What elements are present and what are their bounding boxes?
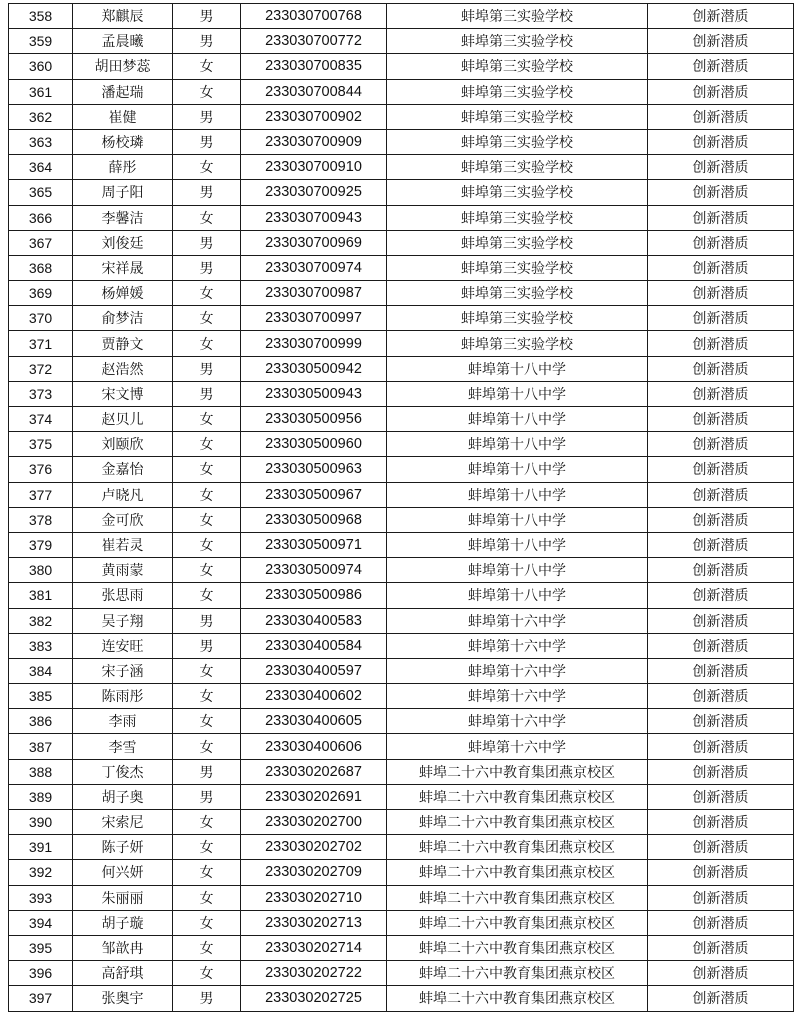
- table-row: [9, 961, 794, 986]
- cell-gender: 女: [173, 407, 241, 432]
- cell-category: 创新潜质: [648, 306, 794, 331]
- table-row: [9, 558, 794, 583]
- cell-school: 蚌埠第三实验学校: [387, 79, 648, 104]
- cell-seq-no: 363: [9, 129, 73, 154]
- cell-student-name: 张奥宇: [73, 986, 173, 1011]
- cell-student-id: 233030400606: [241, 734, 387, 759]
- cell-student-id: 233030202725: [241, 986, 387, 1011]
- cell-gender: 女: [173, 432, 241, 457]
- cell-student-id: 233030202691: [241, 784, 387, 809]
- cell-school: 蚌埠二十六中教育集团燕京校区: [387, 935, 648, 960]
- cell-school: 蚌埠第十八中学: [387, 407, 648, 432]
- cell-student-name: 俞梦洁: [73, 306, 173, 331]
- cell-gender: 女: [173, 155, 241, 180]
- cell-gender: 男: [173, 129, 241, 154]
- cell-category: 创新潜质: [648, 79, 794, 104]
- table-row: [9, 734, 794, 759]
- cell-category: 创新潜质: [648, 331, 794, 356]
- cell-student-id: 233030500956: [241, 407, 387, 432]
- cell-school: 蚌埠第十八中学: [387, 432, 648, 457]
- cell-seq-no: 366: [9, 205, 73, 230]
- cell-category: 创新潜质: [648, 709, 794, 734]
- cell-student-id: 233030202722: [241, 961, 387, 986]
- cell-gender: 男: [173, 104, 241, 129]
- cell-category: 创新潜质: [648, 558, 794, 583]
- cell-school: 蚌埠二十六中教育集团燕京校区: [387, 885, 648, 910]
- cell-category: 创新潜质: [648, 54, 794, 79]
- cell-school: 蚌埠第十八中学: [387, 558, 648, 583]
- cell-gender: 女: [173, 734, 241, 759]
- cell-student-id: 233030400584: [241, 633, 387, 658]
- cell-student-id: 233030700772: [241, 29, 387, 54]
- cell-gender: 女: [173, 306, 241, 331]
- table-row: [9, 633, 794, 658]
- cell-category: 创新潜质: [648, 986, 794, 1011]
- cell-student-name: 崔健: [73, 104, 173, 129]
- cell-student-name: 杨婵媛: [73, 281, 173, 306]
- cell-category: 创新潜质: [648, 4, 794, 29]
- table-row: [9, 810, 794, 835]
- cell-category: 创新潜质: [648, 507, 794, 532]
- cell-school: 蚌埠第十八中学: [387, 583, 648, 608]
- cell-category: 创新潜质: [648, 356, 794, 381]
- cell-gender: 男: [173, 784, 241, 809]
- table-row: [9, 935, 794, 960]
- cell-school: 蚌埠二十六中教育集团燕京校区: [387, 986, 648, 1011]
- cell-school: 蚌埠第三实验学校: [387, 104, 648, 129]
- cell-student-name: 邹歆冉: [73, 935, 173, 960]
- cell-student-id: 233030700909: [241, 129, 387, 154]
- cell-student-name: 连安旺: [73, 633, 173, 658]
- cell-seq-no: 392: [9, 860, 73, 885]
- cell-seq-no: 394: [9, 910, 73, 935]
- table-row: [9, 658, 794, 683]
- cell-school: 蚌埠第十六中学: [387, 734, 648, 759]
- table-row: [9, 230, 794, 255]
- cell-category: 创新潜质: [648, 910, 794, 935]
- table-row: [9, 784, 794, 809]
- table-row: [9, 79, 794, 104]
- cell-gender: 女: [173, 835, 241, 860]
- cell-gender: 女: [173, 961, 241, 986]
- cell-student-id: 233030700835: [241, 54, 387, 79]
- table-body: [9, 4, 794, 1012]
- table-row: [9, 709, 794, 734]
- cell-gender: 男: [173, 633, 241, 658]
- cell-school: 蚌埠第十八中学: [387, 457, 648, 482]
- cell-school: 蚌埠第三实验学校: [387, 331, 648, 356]
- cell-gender: 女: [173, 910, 241, 935]
- cell-student-name: 金可欣: [73, 507, 173, 532]
- cell-category: 创新潜质: [648, 532, 794, 557]
- cell-school: 蚌埠第三实验学校: [387, 205, 648, 230]
- cell-category: 创新潜质: [648, 29, 794, 54]
- table-row: [9, 835, 794, 860]
- cell-seq-no: 384: [9, 658, 73, 683]
- cell-seq-no: 382: [9, 608, 73, 633]
- cell-seq-no: 358: [9, 4, 73, 29]
- cell-category: 创新潜质: [648, 155, 794, 180]
- cell-gender: 女: [173, 684, 241, 709]
- cell-seq-no: 373: [9, 381, 73, 406]
- cell-school: 蚌埠第三实验学校: [387, 155, 648, 180]
- table-row: [9, 407, 794, 432]
- cell-seq-no: 389: [9, 784, 73, 809]
- cell-gender: 男: [173, 29, 241, 54]
- table-row: [9, 684, 794, 709]
- cell-category: 创新潜质: [648, 885, 794, 910]
- cell-gender: 女: [173, 79, 241, 104]
- cell-student-name: 崔若灵: [73, 532, 173, 557]
- cell-student-id: 233030700844: [241, 79, 387, 104]
- cell-school: 蚌埠第十六中学: [387, 709, 648, 734]
- cell-seq-no: 380: [9, 558, 73, 583]
- cell-student-name: 薛彤: [73, 155, 173, 180]
- cell-student-name: 金嘉怡: [73, 457, 173, 482]
- cell-school: 蚌埠第十八中学: [387, 381, 648, 406]
- table-row: [9, 986, 794, 1011]
- cell-gender: 男: [173, 180, 241, 205]
- table-row: [9, 885, 794, 910]
- cell-seq-no: 387: [9, 734, 73, 759]
- student-list-table: [8, 3, 794, 1012]
- cell-seq-no: 374: [9, 407, 73, 432]
- cell-student-name: 刘颐欣: [73, 432, 173, 457]
- cell-student-id: 233030202687: [241, 759, 387, 784]
- cell-category: 创新潜质: [648, 457, 794, 482]
- cell-student-id: 233030202714: [241, 935, 387, 960]
- cell-seq-no: 381: [9, 583, 73, 608]
- cell-seq-no: 362: [9, 104, 73, 129]
- cell-student-id: 233030700999: [241, 331, 387, 356]
- cell-category: 创新潜质: [648, 180, 794, 205]
- cell-seq-no: 376: [9, 457, 73, 482]
- table-row: [9, 129, 794, 154]
- cell-gender: 女: [173, 810, 241, 835]
- cell-student-id: 233030500971: [241, 532, 387, 557]
- table-row: [9, 205, 794, 230]
- cell-student-name: 丁俊杰: [73, 759, 173, 784]
- cell-school: 蚌埠二十六中教育集团燕京校区: [387, 810, 648, 835]
- cell-student-id: 233030700925: [241, 180, 387, 205]
- cell-gender: 男: [173, 255, 241, 280]
- cell-gender: 女: [173, 885, 241, 910]
- cell-student-id: 233030500974: [241, 558, 387, 583]
- table-row: [9, 180, 794, 205]
- cell-seq-no: 372: [9, 356, 73, 381]
- cell-seq-no: 379: [9, 532, 73, 557]
- cell-school: 蚌埠第十六中学: [387, 658, 648, 683]
- cell-category: 创新潜质: [648, 608, 794, 633]
- table-row: [9, 54, 794, 79]
- table-row: [9, 29, 794, 54]
- table-row: [9, 281, 794, 306]
- cell-seq-no: 396: [9, 961, 73, 986]
- cell-seq-no: 377: [9, 482, 73, 507]
- cell-gender: 男: [173, 381, 241, 406]
- cell-student-name: 郑麒辰: [73, 4, 173, 29]
- cell-category: 创新潜质: [648, 734, 794, 759]
- cell-school: 蚌埠第三实验学校: [387, 281, 648, 306]
- cell-student-id: 233030700902: [241, 104, 387, 129]
- cell-gender: 女: [173, 558, 241, 583]
- cell-category: 创新潜质: [648, 633, 794, 658]
- cell-school: 蚌埠二十六中教育集团燕京校区: [387, 835, 648, 860]
- table-row: [9, 608, 794, 633]
- cell-category: 创新潜质: [648, 810, 794, 835]
- cell-seq-no: 359: [9, 29, 73, 54]
- cell-school: 蚌埠第三实验学校: [387, 29, 648, 54]
- cell-student-name: 赵贝儿: [73, 407, 173, 432]
- cell-student-id: 233030400597: [241, 658, 387, 683]
- cell-gender: 男: [173, 608, 241, 633]
- cell-gender: 女: [173, 709, 241, 734]
- cell-student-id: 233030500968: [241, 507, 387, 532]
- table-row: [9, 457, 794, 482]
- cell-student-name: 张思雨: [73, 583, 173, 608]
- cell-gender: 女: [173, 482, 241, 507]
- table-row: [9, 356, 794, 381]
- cell-student-id: 233030500943: [241, 381, 387, 406]
- cell-student-name: 李雨: [73, 709, 173, 734]
- cell-category: 创新潜质: [648, 129, 794, 154]
- cell-seq-no: 397: [9, 986, 73, 1011]
- cell-student-id: 233030400583: [241, 608, 387, 633]
- table-row: [9, 482, 794, 507]
- cell-student-id: 233030500963: [241, 457, 387, 482]
- cell-category: 创新潜质: [648, 583, 794, 608]
- cell-student-name: 周子阳: [73, 180, 173, 205]
- cell-gender: 女: [173, 331, 241, 356]
- cell-student-id: 233030700768: [241, 4, 387, 29]
- cell-seq-no: 386: [9, 709, 73, 734]
- cell-school: 蚌埠第三实验学校: [387, 255, 648, 280]
- cell-gender: 女: [173, 658, 241, 683]
- table-row: [9, 331, 794, 356]
- cell-student-name: 陈雨彤: [73, 684, 173, 709]
- cell-student-id: 233030202713: [241, 910, 387, 935]
- table-row: [9, 910, 794, 935]
- cell-seq-no: 360: [9, 54, 73, 79]
- cell-seq-no: 364: [9, 155, 73, 180]
- cell-student-id: 233030700969: [241, 230, 387, 255]
- cell-student-id: 233030700943: [241, 205, 387, 230]
- cell-seq-no: 361: [9, 79, 73, 104]
- cell-category: 创新潜质: [648, 482, 794, 507]
- cell-student-name: 黄雨蒙: [73, 558, 173, 583]
- cell-seq-no: 378: [9, 507, 73, 532]
- cell-school: 蚌埠第三实验学校: [387, 180, 648, 205]
- cell-student-id: 233030700910: [241, 155, 387, 180]
- cell-student-id: 233030500960: [241, 432, 387, 457]
- cell-student-name: 胡田梦蕊: [73, 54, 173, 79]
- cell-student-name: 刘俊廷: [73, 230, 173, 255]
- cell-seq-no: 371: [9, 331, 73, 356]
- cell-student-name: 李馨洁: [73, 205, 173, 230]
- cell-student-id: 233030202700: [241, 810, 387, 835]
- cell-gender: 女: [173, 935, 241, 960]
- cell-category: 创新潜质: [648, 835, 794, 860]
- cell-school: 蚌埠第三实验学校: [387, 4, 648, 29]
- cell-school: 蚌埠二十六中教育集团燕京校区: [387, 910, 648, 935]
- cell-gender: 女: [173, 860, 241, 885]
- cell-seq-no: 370: [9, 306, 73, 331]
- cell-category: 创新潜质: [648, 205, 794, 230]
- cell-school: 蚌埠第三实验学校: [387, 54, 648, 79]
- cell-school: 蚌埠第十六中学: [387, 608, 648, 633]
- cell-student-name: 朱丽丽: [73, 885, 173, 910]
- table-row: [9, 4, 794, 29]
- cell-student-name: 吴子翔: [73, 608, 173, 633]
- cell-category: 创新潜质: [648, 407, 794, 432]
- cell-seq-no: 390: [9, 810, 73, 835]
- cell-student-id: 233030500967: [241, 482, 387, 507]
- cell-category: 创新潜质: [648, 684, 794, 709]
- cell-seq-no: 385: [9, 684, 73, 709]
- cell-category: 创新潜质: [648, 961, 794, 986]
- cell-student-name: 宋子涵: [73, 658, 173, 683]
- cell-category: 创新潜质: [648, 432, 794, 457]
- cell-category: 创新潜质: [648, 759, 794, 784]
- cell-school: 蚌埠第三实验学校: [387, 129, 648, 154]
- cell-student-id: 233030202702: [241, 835, 387, 860]
- cell-school: 蚌埠第十六中学: [387, 684, 648, 709]
- cell-gender: 女: [173, 281, 241, 306]
- cell-student-id: 233030500986: [241, 583, 387, 608]
- table-row: [9, 532, 794, 557]
- cell-student-name: 高舒琪: [73, 961, 173, 986]
- cell-student-name: 宋索尼: [73, 810, 173, 835]
- cell-category: 创新潜质: [648, 104, 794, 129]
- cell-seq-no: 368: [9, 255, 73, 280]
- cell-student-name: 潘起瑞: [73, 79, 173, 104]
- cell-seq-no: 393: [9, 885, 73, 910]
- cell-student-name: 李雪: [73, 734, 173, 759]
- cell-school: 蚌埠二十六中教育集团燕京校区: [387, 860, 648, 885]
- cell-gender: 男: [173, 356, 241, 381]
- cell-student-id: 233030700974: [241, 255, 387, 280]
- cell-student-name: 赵浩然: [73, 356, 173, 381]
- cell-category: 创新潜质: [648, 935, 794, 960]
- cell-category: 创新潜质: [648, 230, 794, 255]
- cell-student-name: 贾静文: [73, 331, 173, 356]
- cell-seq-no: 391: [9, 835, 73, 860]
- cell-student-name: 卢晓凡: [73, 482, 173, 507]
- cell-seq-no: 367: [9, 230, 73, 255]
- cell-student-name: 陈子妍: [73, 835, 173, 860]
- cell-student-id: 233030202710: [241, 885, 387, 910]
- table-row: [9, 306, 794, 331]
- cell-seq-no: 369: [9, 281, 73, 306]
- cell-student-id: 233030202709: [241, 860, 387, 885]
- cell-student-name: 杨校璘: [73, 129, 173, 154]
- cell-gender: 男: [173, 4, 241, 29]
- cell-school: 蚌埠第十八中学: [387, 356, 648, 381]
- cell-seq-no: 383: [9, 633, 73, 658]
- cell-seq-no: 388: [9, 759, 73, 784]
- cell-student-name: 宋祥晟: [73, 255, 173, 280]
- cell-gender: 女: [173, 532, 241, 557]
- cell-gender: 男: [173, 230, 241, 255]
- cell-category: 创新潜质: [648, 860, 794, 885]
- table-row: [9, 381, 794, 406]
- cell-gender: 女: [173, 507, 241, 532]
- cell-category: 创新潜质: [648, 255, 794, 280]
- cell-seq-no: 375: [9, 432, 73, 457]
- cell-gender: 男: [173, 759, 241, 784]
- cell-school: 蚌埠第十八中学: [387, 507, 648, 532]
- table-row: [9, 104, 794, 129]
- table-row: [9, 507, 794, 532]
- cell-school: 蚌埠第三实验学校: [387, 230, 648, 255]
- cell-student-id: 233030400605: [241, 709, 387, 734]
- table-row: [9, 255, 794, 280]
- cell-student-name: 胡子璇: [73, 910, 173, 935]
- cell-gender: 女: [173, 205, 241, 230]
- cell-student-name: 孟晨曦: [73, 29, 173, 54]
- cell-seq-no: 395: [9, 935, 73, 960]
- cell-school: 蚌埠第十八中学: [387, 482, 648, 507]
- cell-gender: 女: [173, 457, 241, 482]
- cell-student-id: 233030700987: [241, 281, 387, 306]
- table-row: [9, 759, 794, 784]
- table-row: [9, 432, 794, 457]
- cell-student-id: 233030500942: [241, 356, 387, 381]
- cell-school: 蚌埠第十六中学: [387, 633, 648, 658]
- cell-school: 蚌埠第三实验学校: [387, 306, 648, 331]
- table-row: [9, 155, 794, 180]
- cell-gender: 女: [173, 583, 241, 608]
- cell-school: 蚌埠第十八中学: [387, 532, 648, 557]
- cell-school: 蚌埠二十六中教育集团燕京校区: [387, 784, 648, 809]
- cell-gender: 男: [173, 986, 241, 1011]
- table-row: [9, 583, 794, 608]
- cell-student-id: 233030700997: [241, 306, 387, 331]
- cell-student-name: 何兴妍: [73, 860, 173, 885]
- cell-category: 创新潜质: [648, 784, 794, 809]
- cell-seq-no: 365: [9, 180, 73, 205]
- cell-school: 蚌埠二十六中教育集团燕京校区: [387, 759, 648, 784]
- cell-category: 创新潜质: [648, 658, 794, 683]
- cell-student-id: 233030400602: [241, 684, 387, 709]
- cell-category: 创新潜质: [648, 381, 794, 406]
- cell-school: 蚌埠二十六中教育集团燕京校区: [387, 961, 648, 986]
- cell-gender: 女: [173, 54, 241, 79]
- table-row: [9, 860, 794, 885]
- cell-student-name: 胡子奥: [73, 784, 173, 809]
- cell-category: 创新潜质: [648, 281, 794, 306]
- cell-student-name: 宋文博: [73, 381, 173, 406]
